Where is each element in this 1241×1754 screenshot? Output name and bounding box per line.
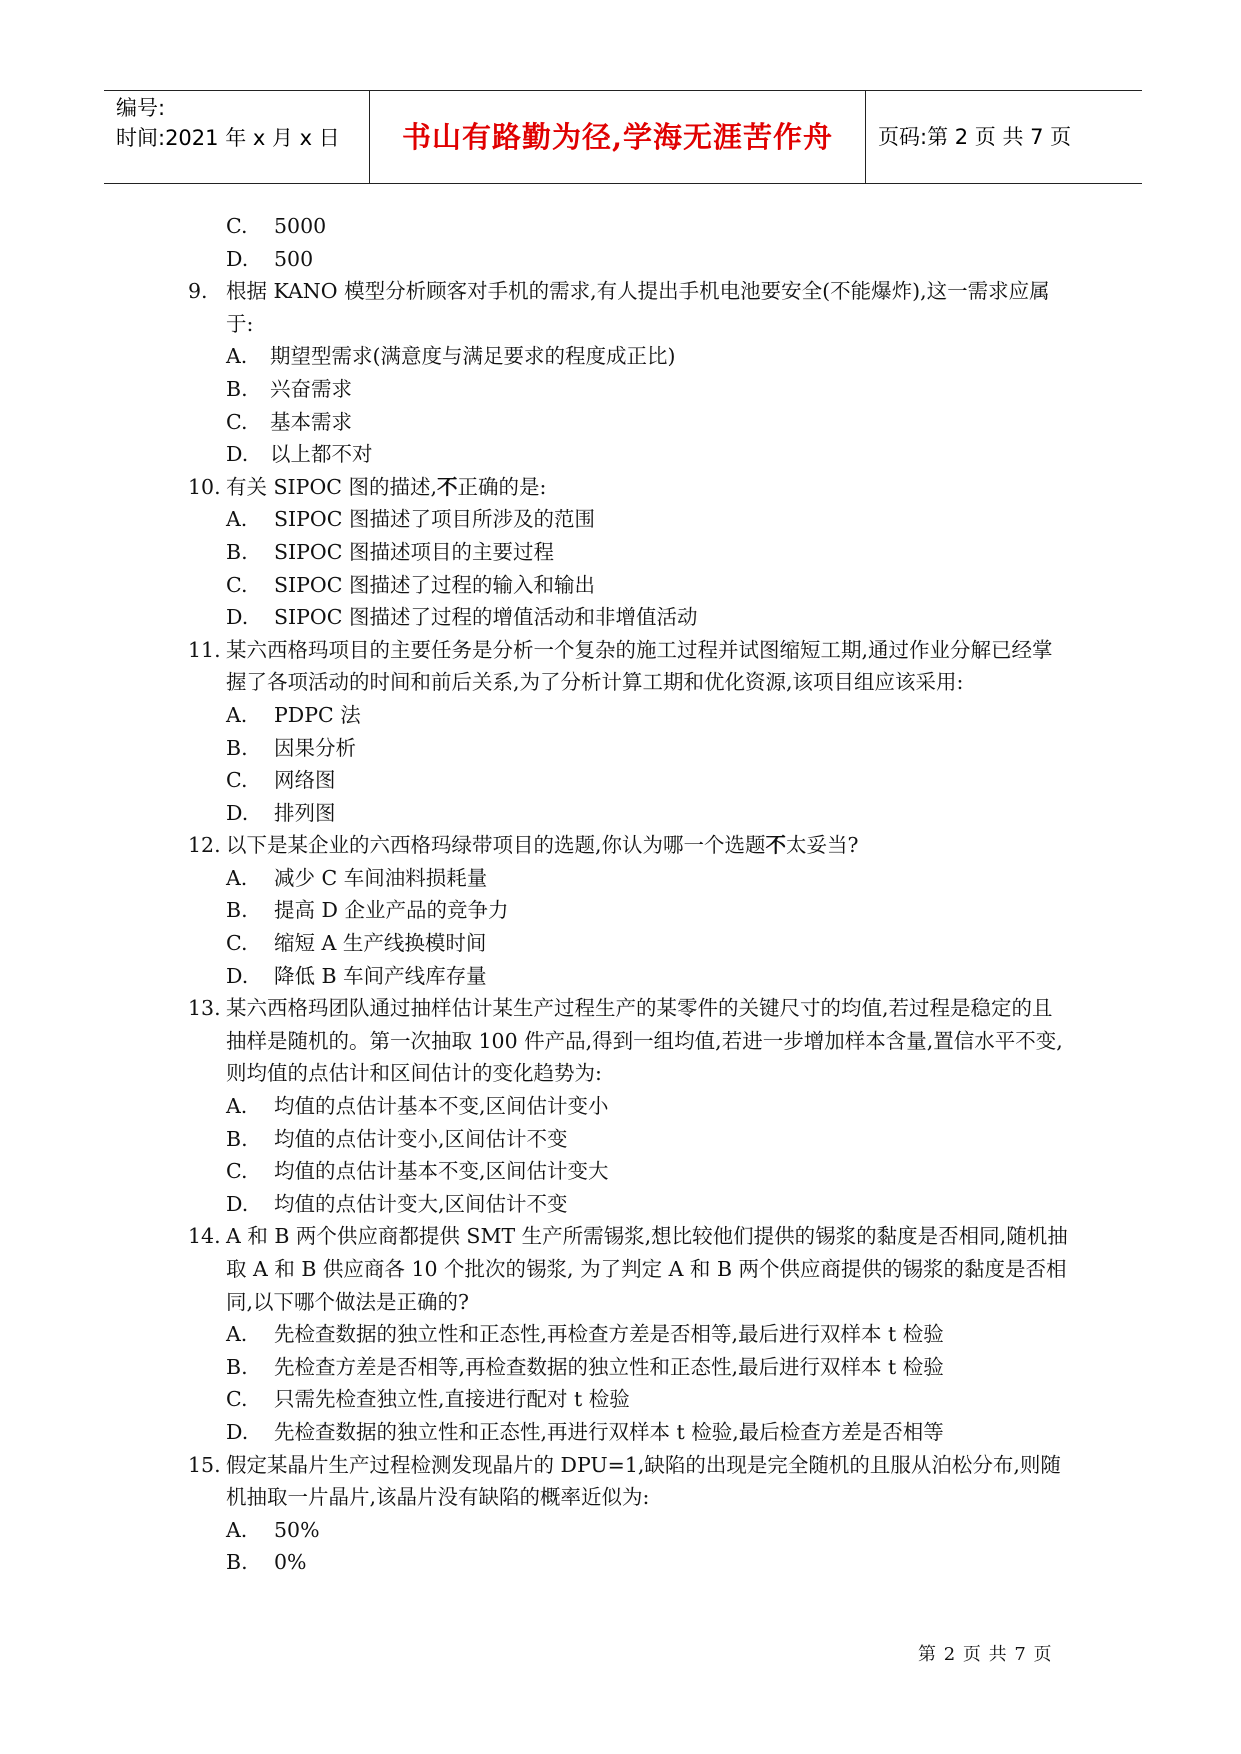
option-item (188, 862, 1068, 895)
question-text: 根据 KANO 模型分析顾客对手机的需求,有人提出手机电池要安全(不能爆炸),这一需求应属于: (226, 279, 1050, 336)
option-item (188, 1546, 1068, 1579)
question-emphasis: 不 (436, 474, 458, 499)
option-text: PDPC 法 (274, 702, 361, 727)
option-item (188, 569, 1068, 602)
question-number: 15. (188, 1452, 221, 1477)
option-item (188, 373, 1068, 406)
option-text: SIPOC 图描述了项目所涉及的范围 (274, 507, 595, 532)
question-text-end: 太妥当? (786, 833, 859, 858)
option-letter: B. (226, 1126, 248, 1151)
question-item (188, 275, 1068, 340)
option-text: 先检查数据的独立性和正态性,再进行双样本 t 检验,最后检查方差是否相等 (274, 1419, 944, 1444)
option-item (188, 894, 1068, 927)
option-text: SIPOC 图描述了过程的输入和输出 (274, 572, 595, 597)
option-text: 兴奋需求 (270, 376, 352, 401)
option-letter: D. (226, 442, 249, 467)
header-motto-cell (370, 91, 866, 183)
option-item (188, 960, 1068, 993)
option-letter: D. (226, 800, 249, 825)
question-text: 以下是某企业的六西格玛绿带项目的选题,你认为哪一个选题 (226, 833, 766, 858)
question-item (188, 829, 1068, 862)
document-number-label: 编号: (116, 96, 166, 120)
option-letter: B. (226, 376, 248, 401)
option-text: SIPOC 图描述了过程的增值活动和非增值活动 (274, 605, 698, 630)
header-meta (104, 91, 370, 183)
option-text: SIPOC 图描述项目的主要过程 (274, 539, 554, 564)
option-item (188, 1188, 1068, 1221)
option-item (188, 406, 1068, 439)
option-text: 减少 C 车间油料损耗量 (274, 865, 488, 890)
question-text: 有关 SIPOC 图的描述, (226, 474, 437, 499)
option-text: 期望型需求(满意度与满足要求的程度成正比) (270, 344, 676, 369)
option-item (188, 243, 1068, 276)
option-letter: D. (226, 1419, 249, 1444)
question-list (188, 210, 1068, 1579)
option-text: 降低 B 车间产线库存量 (274, 963, 487, 988)
option-letter: A. (226, 1517, 248, 1542)
option-item (188, 699, 1068, 732)
option-text: 均值的点估计基本不变,区间估计变大 (274, 1159, 609, 1184)
option-item (188, 503, 1068, 536)
option-letter: C. (226, 768, 248, 793)
option-text: 均值的点估计变小,区间估计不变 (274, 1126, 568, 1151)
header-motto: 书山有路勤为径,学海无涯苦作舟 (401, 120, 834, 154)
question-item (188, 1449, 1068, 1514)
option-item (188, 438, 1068, 471)
header-page-label: 页码:第 2 页 共 7 页 (878, 125, 1072, 149)
document-time-label: 时间:2021 年 x 月 x 日 (116, 126, 340, 150)
option-text: 基本需求 (270, 409, 352, 434)
option-letter: D. (226, 1191, 249, 1216)
option-letter: D. (226, 605, 249, 630)
option-letter: C. (226, 572, 248, 597)
option-letter: B. (226, 1550, 248, 1575)
option-letter: C. (226, 409, 248, 434)
header-page-cell (866, 91, 1142, 183)
question-item (188, 992, 1068, 1090)
option-text: 提高 D 企业产品的竞争力 (274, 898, 509, 923)
option-item (188, 1090, 1068, 1123)
option-letter: A. (226, 507, 248, 532)
question-number: 9. (188, 279, 208, 304)
option-item (188, 1514, 1068, 1547)
option-letter: A. (226, 702, 248, 727)
option-letter: B. (226, 735, 248, 760)
question-number: 10. (188, 474, 221, 499)
option-item (188, 732, 1068, 765)
option-letter: B. (226, 539, 248, 564)
option-letter: D. (226, 246, 249, 271)
question-number: 12. (188, 833, 221, 858)
option-text: 只需先检查独立性,直接进行配对 t 检验 (274, 1387, 630, 1412)
page-footer: 第 2 页 共 7 页 (918, 1644, 1053, 1665)
option-item (188, 1416, 1068, 1449)
option-item (188, 601, 1068, 634)
question-number: 11. (188, 637, 221, 662)
question-number: 13. (188, 996, 221, 1021)
option-item (188, 1383, 1068, 1416)
option-text: 500 (274, 246, 314, 271)
question-text: 某六西格玛团队通过抽样估计某生产过程生产的某零件的关键尺寸的均值,若过程是稳定的且抽样是随机的。第一次抽取 100 件产品,得到一组均值,若进一步增加样本含量,置信水平不变,则均值的点估计和区间估计的变化趋势为: (226, 996, 1063, 1086)
option-item (188, 340, 1068, 373)
option-letter: C. (226, 214, 248, 238)
option-item (188, 1155, 1068, 1188)
option-letter: B. (226, 1354, 248, 1379)
option-item (188, 210, 1068, 243)
option-item (188, 1351, 1068, 1384)
question-number: 14. (188, 1224, 221, 1249)
question-text: 某六西格玛项目的主要任务是分析一个复杂的施工过程并试图缩短工期,通过作业分解已经掌握了各项活动的时间和前后关系,为了分析计算工期和优化资源,该项目组应该采用: (226, 637, 1053, 695)
option-item (188, 536, 1068, 569)
option-item (188, 1123, 1068, 1156)
option-letter: D. (226, 963, 249, 988)
option-item (188, 764, 1068, 797)
option-text: 网络图 (274, 768, 336, 793)
option-letter: A. (226, 1322, 248, 1347)
question-item (188, 1220, 1068, 1318)
option-letter: A. (226, 1094, 248, 1119)
option-text: 先检查数据的独立性和正态性,再检查方差是否相等,最后进行双样本 t 检验 (274, 1322, 944, 1347)
question-emphasis: 不 (765, 833, 787, 858)
option-text: 先检查方差是否相等,再检查数据的独立性和正态性,最后进行双样本 t 检验 (274, 1354, 944, 1379)
option-letter: C. (226, 1159, 248, 1184)
option-letter: B. (226, 898, 248, 923)
question-item (188, 634, 1068, 699)
option-item (188, 1318, 1068, 1351)
page-header (104, 90, 1142, 184)
option-letter: C. (226, 1387, 248, 1412)
question-item (188, 471, 1068, 504)
option-text: 以上都不对 (270, 442, 373, 467)
option-item (188, 797, 1068, 830)
option-letter: A. (226, 344, 248, 369)
option-item (188, 927, 1068, 960)
question-text-end: 正确的是: (457, 474, 547, 499)
option-text: 5000 (274, 214, 327, 238)
option-text: 均值的点估计变大,区间估计不变 (274, 1191, 568, 1216)
option-text: 排列图 (274, 800, 336, 825)
option-text: 因果分析 (274, 735, 356, 760)
option-text: 均值的点估计基本不变,区间估计变小 (274, 1094, 609, 1119)
question-text: 假定某晶片生产过程检测发现晶片的 DPU=1,缺陷的出现是完全随机的且服从泊松分布,则随机抽取一片晶片,该晶片没有缺陷的概率近似为: (226, 1452, 1061, 1510)
option-text: 0% (274, 1550, 307, 1575)
option-letter: A. (226, 865, 248, 890)
option-text: 50% (274, 1517, 320, 1542)
question-text: A 和 B 两个供应商都提供 SMT 生产所需锡浆,想比较他们提供的锡浆的黏度是否相同,随机抽取 A 和 B 供应商各 10 个批次的锡浆, 为了判定 A 和 B 两个供应商提供的锡浆的黏度是否相同,以下哪个做法是正确的? (226, 1224, 1068, 1314)
option-text: 缩短 A 生产线换模时间 (274, 931, 487, 956)
option-letter: C. (226, 931, 248, 956)
